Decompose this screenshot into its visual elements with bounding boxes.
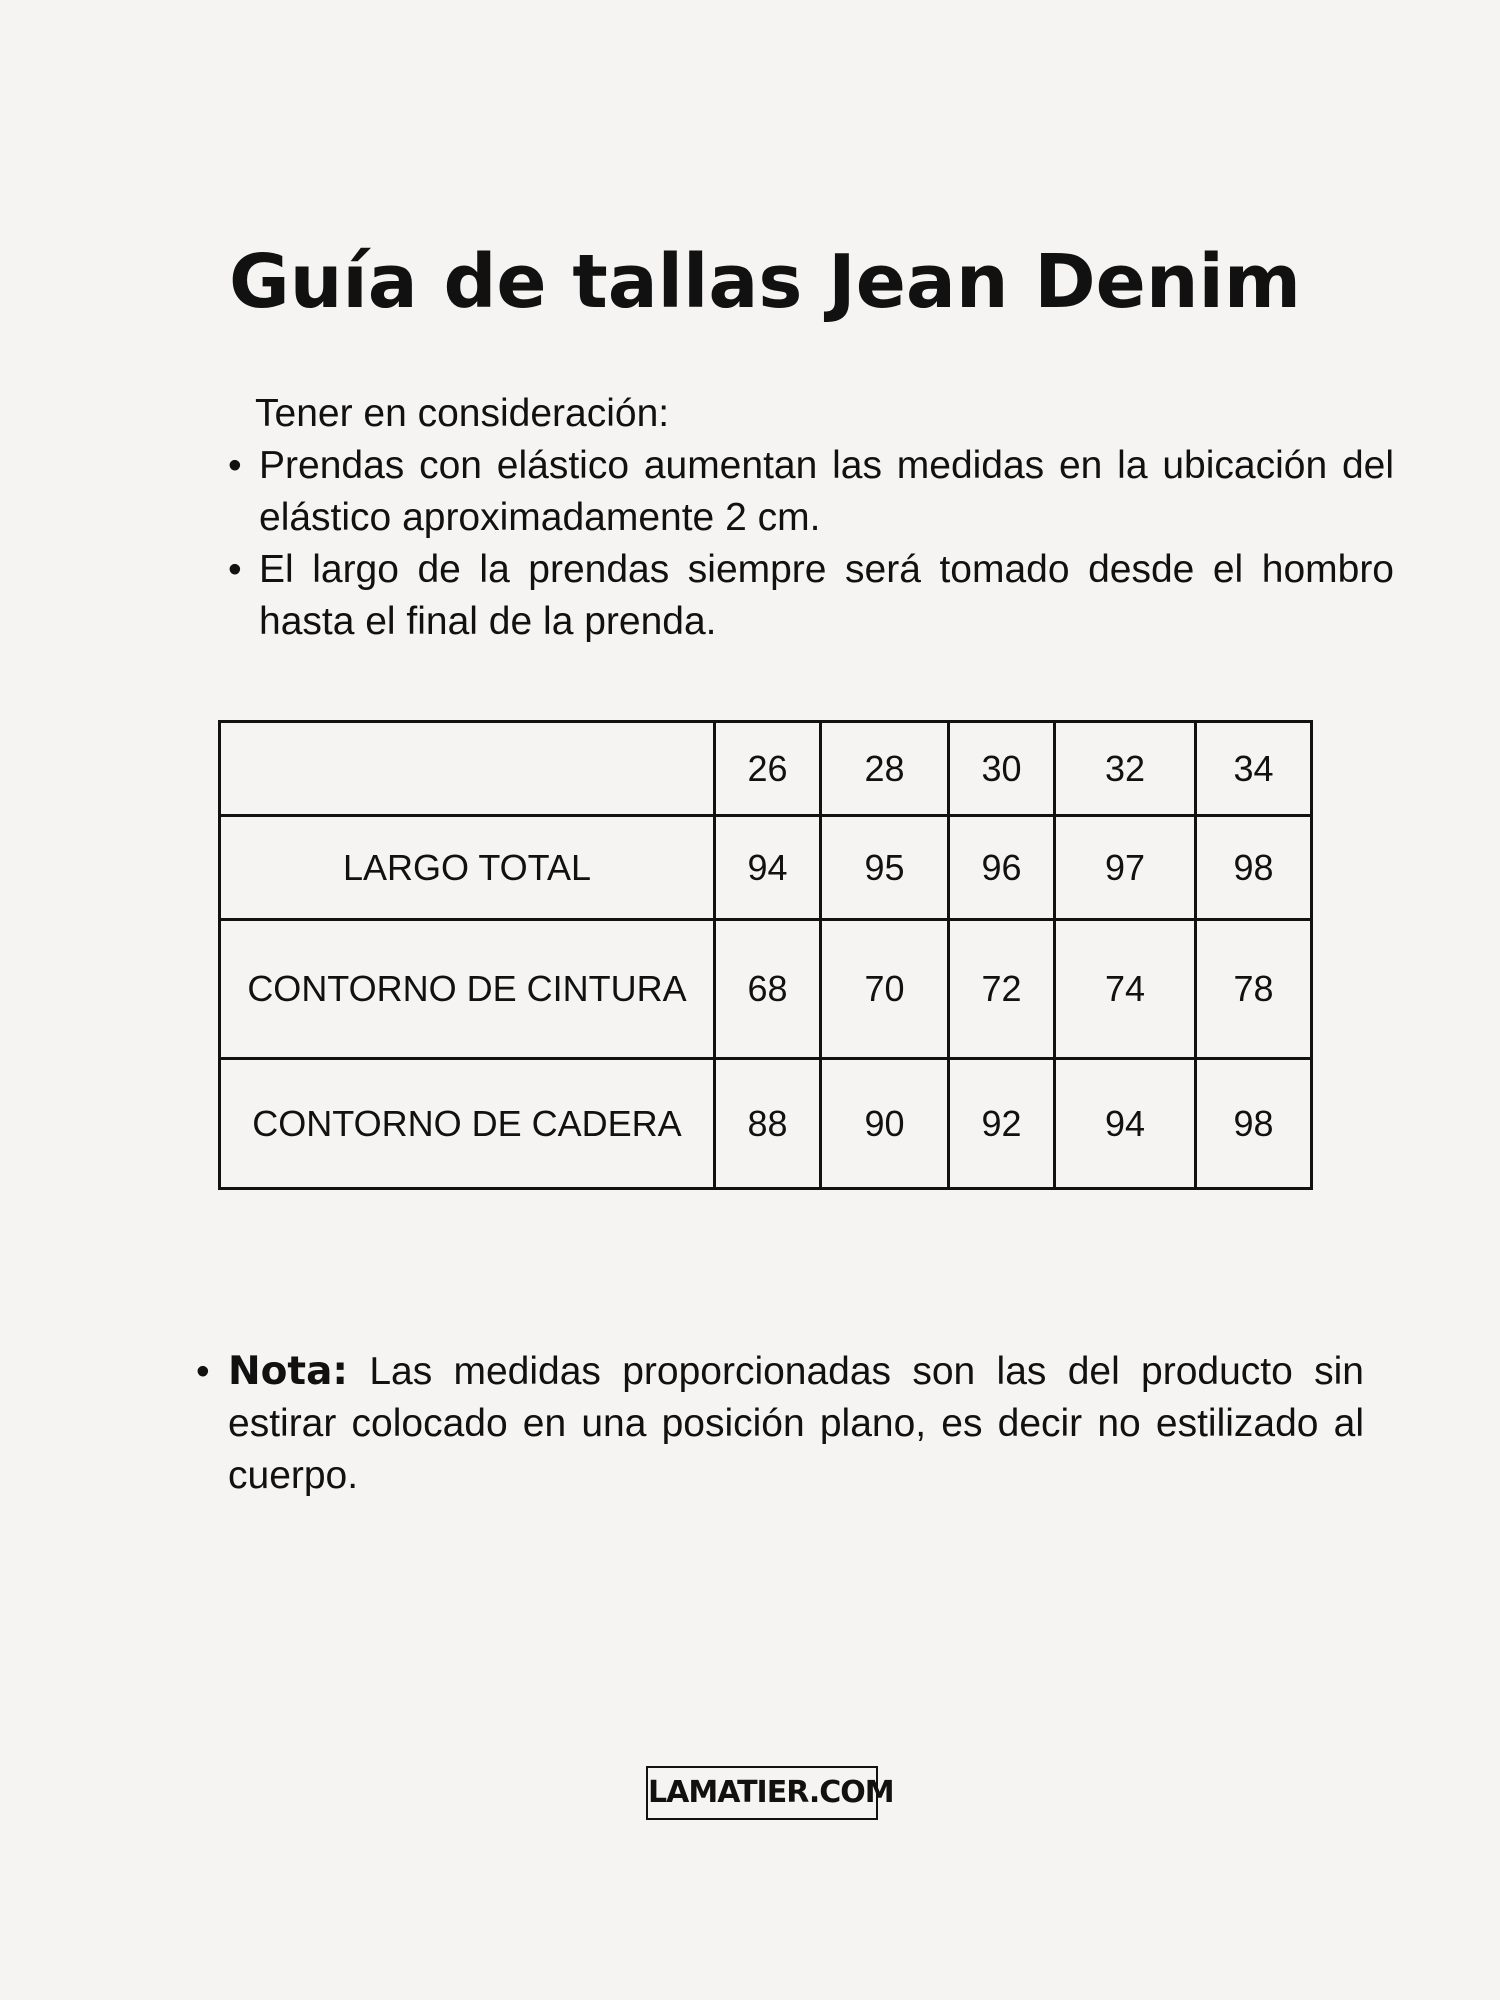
note-text: Las medidas proporcionadas son las del producto sin estirar colocado en una posición plano, es decir no estilizado al cuerpo. <box>228 1350 1364 1497</box>
list-item <box>196 1346 1364 1502</box>
list-item-text: El largo de la prendas siempre será tomado desde el hombro hasta el final de la prenda. <box>259 548 1394 643</box>
bullet-icon: • <box>228 444 242 487</box>
size-table <box>218 720 1313 1190</box>
table-cell: 97 <box>1055 816 1196 920</box>
table-header-row <box>220 722 1312 816</box>
list-item <box>228 440 1394 544</box>
table-cell: 95 <box>821 816 949 920</box>
table-row-label: LARGO TOTAL <box>220 816 715 920</box>
table-cell: 98 <box>1196 816 1312 920</box>
table-cell: 96 <box>949 816 1055 920</box>
page-title: Guía de tallas Jean Denim <box>228 239 1302 325</box>
table-cell: 72 <box>949 920 1055 1059</box>
table-cell: 90 <box>821 1059 949 1189</box>
note-list <box>196 1346 1364 1502</box>
considerations-section <box>228 388 1394 648</box>
table-row-label: CONTORNO DE CINTURA <box>220 920 715 1059</box>
table-cell: 68 <box>715 920 821 1059</box>
note-label: Nota: <box>228 1349 348 1394</box>
table-header-cell: 26 <box>715 722 821 816</box>
table-header-cell: 30 <box>949 722 1055 816</box>
considerations-heading: Tener en consideración: <box>255 392 670 435</box>
list-item <box>228 544 1394 648</box>
table-cell: 78 <box>1196 920 1312 1059</box>
table-cell: 98 <box>1196 1059 1312 1189</box>
table-row-label: CONTORNO DE CADERA <box>220 1059 715 1189</box>
table-cell: 70 <box>821 920 949 1059</box>
table-cell: 74 <box>1055 920 1196 1059</box>
considerations-list <box>228 440 1394 648</box>
bullet-icon: • <box>228 548 242 591</box>
table-header-cell: 32 <box>1055 722 1196 816</box>
table-cell: 94 <box>715 816 821 920</box>
footer-logo: LAMATIER.COM <box>646 1766 878 1820</box>
table-row <box>220 1059 1312 1189</box>
bullet-icon: • <box>196 1350 210 1393</box>
list-item-text: Prendas con elástico aumentan las medidas en la ubicación del elástico aproximadamente 2 cm. <box>259 444 1394 539</box>
table-row <box>220 816 1312 920</box>
table-row <box>220 920 1312 1059</box>
table-header-cell: 28 <box>821 722 949 816</box>
table-header-cell: 34 <box>1196 722 1312 816</box>
table-header-cell <box>220 722 715 816</box>
table-cell: 88 <box>715 1059 821 1189</box>
note-section <box>196 1346 1364 1502</box>
table-cell: 92 <box>949 1059 1055 1189</box>
table-cell: 94 <box>1055 1059 1196 1189</box>
